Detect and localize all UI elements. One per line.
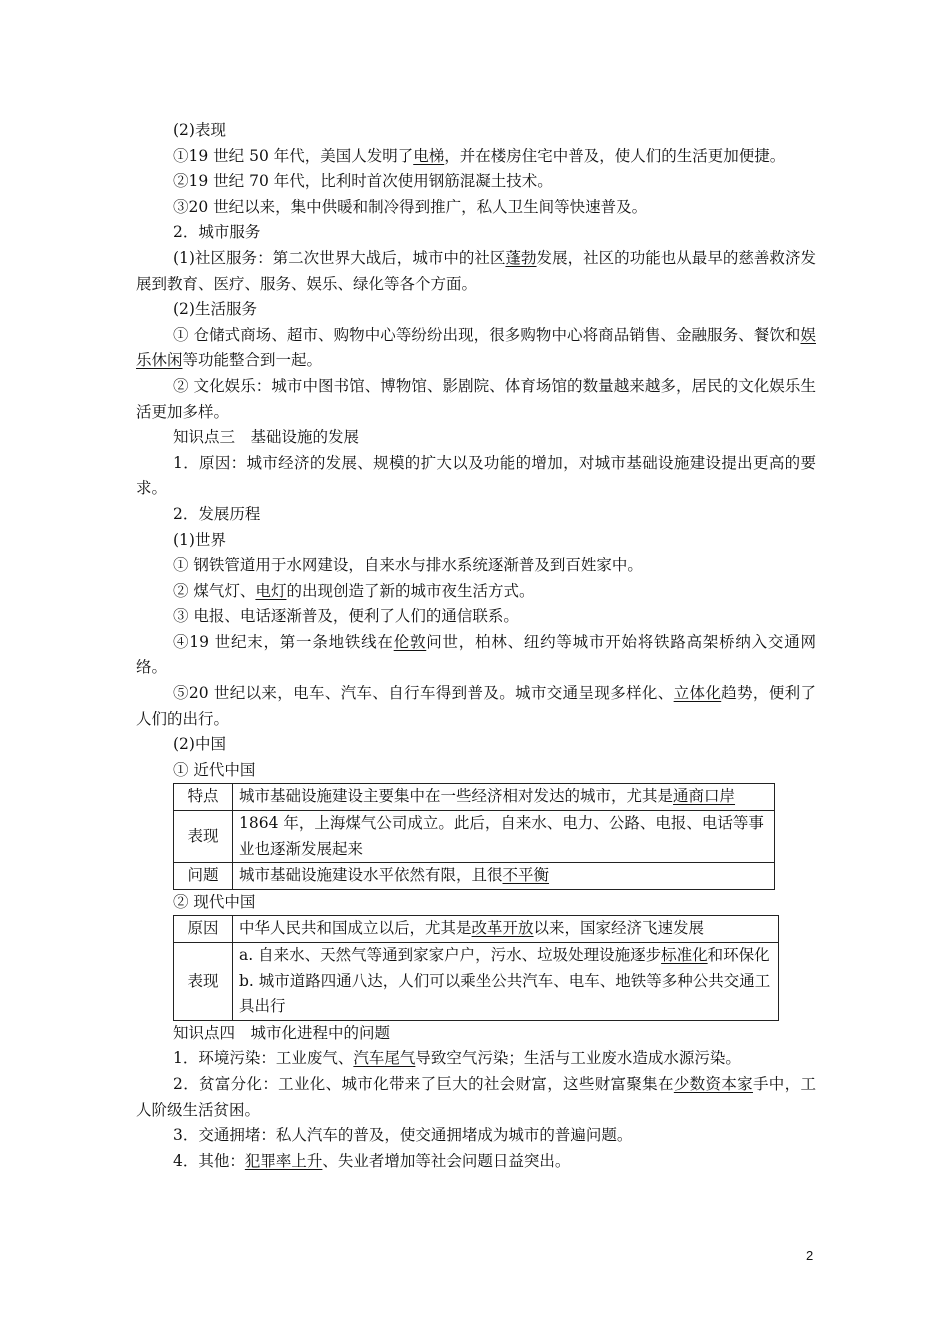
section-heading: 2．发展历程 bbox=[173, 504, 261, 523]
section-heading: ① 近代中国 bbox=[173, 760, 256, 779]
table-row-key: 表现 bbox=[174, 811, 233, 863]
table-row-key: 特点 bbox=[174, 784, 233, 811]
paragraph: 1．环境污染：工业废气、汽车尾气导致空气污染；生活与工业废水造成水源污染。 bbox=[173, 1049, 741, 1068]
underlined-term: 不平衡 bbox=[502, 866, 550, 885]
list-item: a. 自来水、天然气等通到家家户户，污水、垃圾处理设施逐步标准化和环保化 bbox=[239, 946, 770, 964]
early-modern-china-table bbox=[173, 783, 775, 889]
section-heading: 2．城市服务 bbox=[173, 223, 261, 242]
table-row bbox=[174, 943, 779, 1021]
table-row-key: 表现 bbox=[174, 943, 233, 1021]
underlined-term: 标准化 bbox=[661, 946, 708, 964]
paragraph: ④19 世纪末，第一条地铁线在伦敦问世，柏林、纽约等城市开始将铁路高架桥纳入交通网络。 bbox=[136, 632, 816, 677]
paragraph: 3．交通拥堵：私人汽车的普及，使交通拥堵成为城市的普遍问题。 bbox=[173, 1126, 633, 1145]
section-heading: (2)表现 bbox=[173, 121, 226, 139]
page-number: 2 bbox=[806, 1248, 814, 1263]
table-cell bbox=[233, 943, 779, 1021]
paragraph: ⑤20 世纪以来，电车、汽车、自行车得到普及。城市交通呈现多样化、立体化趋势，便利了人们的出行。 bbox=[136, 684, 816, 728]
paragraph: 2．贫富分化：工业化、城市化带来了巨大的社会财富，这些财富聚集在少数资本家手中，工人阶级生活贫困。 bbox=[136, 1074, 816, 1119]
underlined-term: 伦敦 bbox=[393, 632, 427, 651]
present-china-table bbox=[173, 915, 779, 1020]
section-heading: (2)中国 bbox=[173, 735, 226, 754]
paragraph: 1．原因：城市经济的发展、规模的扩大以及功能的增加，对城市基础设施建设提出更高的要求。 bbox=[136, 453, 816, 498]
underlined-term: 电灯 bbox=[255, 581, 287, 600]
table-row bbox=[174, 916, 779, 943]
table-row bbox=[174, 784, 775, 811]
table-cell: 城市基础设施建设主要集中在一些经济相对发达的城市，尤其是通商口岸 bbox=[233, 784, 775, 811]
underlined-term: 娱乐休闲 bbox=[136, 325, 816, 370]
paragraph: ②19 世纪 70 年代，比利时首次使用钢筋混凝土技术。 bbox=[173, 172, 553, 191]
paragraph: ② 文化娱乐：城市中图书馆、博物馆、影剧院、体育场馆的数量越来越多，居民的文化娱乐生活更加多样。 bbox=[136, 376, 816, 421]
underlined-term: 通商口岸 bbox=[673, 787, 736, 806]
underlined-term: 犯罪率上升 bbox=[244, 1151, 323, 1170]
section-heading: (2)生活服务 bbox=[173, 300, 257, 319]
underlined-term: 少数资本家 bbox=[673, 1074, 753, 1093]
table-row-key: 问题 bbox=[174, 863, 233, 890]
table-cell: 城市基础设施建设水平依然有限，且很不平衡 bbox=[233, 863, 775, 890]
paragraph: ③20 世纪以来，集中供暖和制冷得到推广，私人卫生间等快速普及。 bbox=[173, 197, 648, 216]
paragraph: ①19 世纪 50 年代，美国人发明了电梯，并在楼房住宅中普及，使人们的生活更加便捷。 bbox=[173, 146, 786, 165]
paragraph: ① 钢铁管道用于水网建设，自来水与排水系统逐渐普及到百姓家中。 bbox=[173, 556, 643, 575]
table-cell: 1864 年，上海煤气公司成立。此后，自来水、电力、公路、电报、电话等事业也逐渐发展起来 bbox=[233, 811, 775, 863]
paragraph: (1)社区服务：第二次世界大战后，城市中的社区蓬勃发展，社区的功能也从最早的慈善救济发展到教育、医疗、服务、娱乐、绿化等各个方面。 bbox=[136, 248, 816, 293]
list-item: b. 城市道路四通八达，人们可以乘坐公共汽车、电车、地铁等多种公共交通工具出行 bbox=[239, 971, 771, 1016]
underlined-term: 汽车尾气 bbox=[353, 1049, 416, 1068]
table-cell: 中华人民共和国成立以后，尤其是改革开放以来，国家经济飞速发展 bbox=[233, 916, 779, 943]
paragraph: 4．其他：犯罪率上升、失业者增加等社会问题日益突出。 bbox=[173, 1151, 571, 1170]
underlined-term: 改革开放 bbox=[471, 919, 534, 938]
section-heading: ② 现代中国 bbox=[173, 892, 256, 911]
paragraph: ② 煤气灯、电灯的出现创造了新的城市夜生活方式。 bbox=[173, 581, 535, 600]
paragraph: ① 仓储式商场、超市、购物中心等纷纷出现，很多购物中心将商品销售、金融服务、餐饮和娱乐休闲等功能整合到一起。 bbox=[136, 325, 816, 370]
section-heading: (1)世界 bbox=[173, 530, 226, 549]
underlined-term: 立体化 bbox=[673, 684, 722, 703]
table-row bbox=[174, 811, 775, 863]
section-heading: 知识点三 基础设施的发展 bbox=[173, 428, 360, 447]
table-row bbox=[174, 863, 775, 890]
page-content bbox=[136, 118, 816, 1174]
paragraph: ③ 电报、电话逐渐普及，便利了人们的通信联系。 bbox=[173, 607, 519, 626]
table-row-key: 原因 bbox=[174, 916, 233, 943]
section-heading: 知识点四 城市化进程中的问题 bbox=[173, 1023, 391, 1042]
underlined-term: 蓬勃 bbox=[505, 248, 537, 267]
underlined-term: 电梯 bbox=[413, 146, 445, 165]
